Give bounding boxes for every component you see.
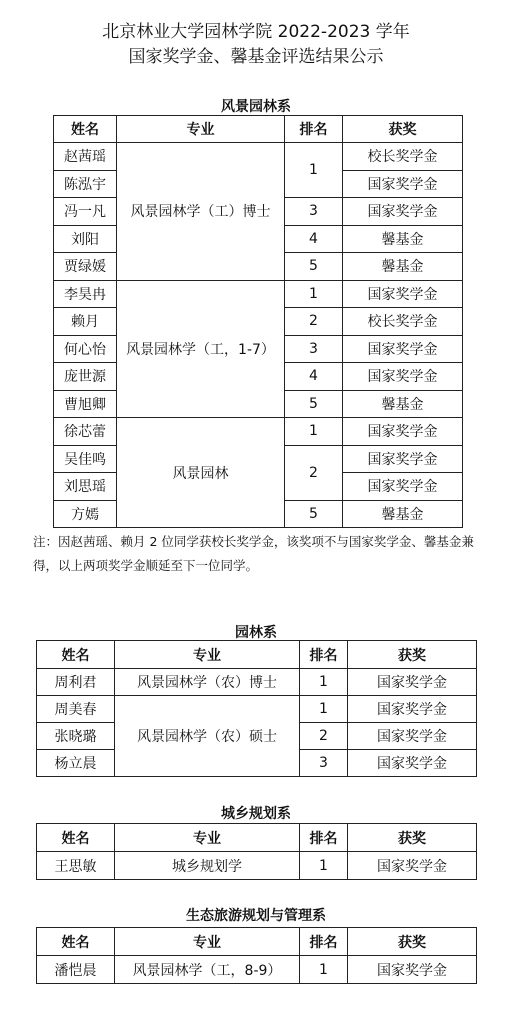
cell-award: 国家奖学金 <box>343 363 463 391</box>
cell-rank: 5 <box>285 390 343 418</box>
cell-name: 刘思瑶 <box>54 473 117 501</box>
cell-rank: 3 <box>285 335 343 363</box>
cell-rank: 1 <box>300 956 348 984</box>
cell-award: 校长奖学金 <box>343 308 463 336</box>
cell-award: 国家奖学金 <box>343 418 463 446</box>
dept4-title: 生态旅游规划与管理系 <box>186 908 326 924</box>
header-rank: 排名 <box>285 116 343 143</box>
cell-name: 赵茜瑶 <box>54 143 117 171</box>
cell-major: 城乡规划学 <box>115 852 300 880</box>
cell-major: 风景园林学（农）硕士 <box>115 696 300 777</box>
cell-name: 李昊冉 <box>54 280 117 308</box>
dept4-table <box>36 927 477 984</box>
cell-award: 馨基金 <box>343 500 463 528</box>
cell-award: 馨基金 <box>343 390 463 418</box>
cell-rank: 2 <box>300 723 348 750</box>
header-award: 获奖 <box>343 116 463 143</box>
dept1-table <box>53 115 463 528</box>
cell-rank: 1 <box>285 418 343 446</box>
cell-award: 国家奖学金 <box>343 473 463 501</box>
table-header-row <box>37 641 477 669</box>
cell-rank: 5 <box>285 253 343 281</box>
cell-award: 国家奖学金 <box>343 335 463 363</box>
cell-name: 徐芯蕾 <box>54 418 117 446</box>
cell-major: 风景园林 <box>117 418 285 528</box>
dept1-title: 风景园林系 <box>221 99 291 115</box>
table-row <box>37 956 477 984</box>
cell-rank: 2 <box>285 308 343 336</box>
cell-name: 周利君 <box>37 669 115 696</box>
header-rank: 排名 <box>300 824 348 852</box>
page-title-line1: 北京林业大学园林学院 2022-2023 学年 <box>102 22 410 42</box>
cell-major: 风景园林学（工）博士 <box>117 143 285 281</box>
cell-rank: 1 <box>300 852 348 880</box>
cell-name: 陈泓宇 <box>54 170 117 198</box>
table-row <box>54 418 463 446</box>
cell-name: 曹旭卿 <box>54 390 117 418</box>
table-header-row <box>37 928 477 956</box>
header-award: 获奖 <box>348 824 477 852</box>
header-rank: 排名 <box>300 641 348 669</box>
header-name: 姓名 <box>37 641 115 669</box>
header-major: 专业 <box>115 928 300 956</box>
cell-name: 刘阳 <box>54 225 117 253</box>
cell-award: 国家奖学金 <box>348 852 477 880</box>
cell-award: 国家奖学金 <box>348 696 477 723</box>
dept2-title: 园林系 <box>235 625 277 641</box>
header-award: 获奖 <box>348 641 477 669</box>
footnote: 注：因赵茜瑶、赖月 2 位同学获校长奖学金，该奖项不与国家奖学金、馨基金兼得，以上两项奖学金顺延至下一位同学。 <box>33 534 474 573</box>
cell-name: 王思敏 <box>37 852 115 880</box>
cell-award: 国家奖学金 <box>343 198 463 226</box>
cell-award: 国家奖学金 <box>348 956 477 984</box>
cell-name: 冯一凡 <box>54 198 117 226</box>
cell-rank: 5 <box>285 500 343 528</box>
cell-award: 国家奖学金 <box>348 750 477 777</box>
cell-award: 国家奖学金 <box>343 280 463 308</box>
cell-major: 风景园林学（工，8-9） <box>115 956 300 984</box>
header-name: 姓名 <box>54 116 117 143</box>
cell-name: 潘恺晨 <box>37 956 115 984</box>
table-header-row <box>37 824 477 852</box>
cell-rank: 1 <box>300 696 348 723</box>
dept3-title: 城乡规划系 <box>221 806 291 822</box>
cell-name: 贾绿媛 <box>54 253 117 281</box>
cell-major: 风景园林学（农）博士 <box>115 669 300 696</box>
cell-award: 国家奖学金 <box>348 723 477 750</box>
cell-name: 何心怡 <box>54 335 117 363</box>
table-row <box>37 852 477 880</box>
cell-name: 庞世源 <box>54 363 117 391</box>
header-name: 姓名 <box>37 824 115 852</box>
header-major: 专业 <box>115 641 300 669</box>
cell-name: 吴佳鸣 <box>54 445 117 473</box>
header-major: 专业 <box>115 824 300 852</box>
cell-rank: 1 <box>300 669 348 696</box>
cell-major: 风景园林学（工，1-7） <box>117 280 285 418</box>
table-row <box>37 696 477 723</box>
cell-award: 国家奖学金 <box>343 170 463 198</box>
cell-rank: 4 <box>285 225 343 253</box>
cell-name: 杨立晨 <box>37 750 115 777</box>
table-header-row <box>54 116 463 143</box>
header-name: 姓名 <box>37 928 115 956</box>
cell-rank: 4 <box>285 363 343 391</box>
cell-rank: 2 <box>285 445 343 500</box>
cell-rank: 1 <box>285 280 343 308</box>
cell-rank: 3 <box>300 750 348 777</box>
header-award: 获奖 <box>348 928 477 956</box>
header-major: 专业 <box>117 116 285 143</box>
cell-name: 张晓璐 <box>37 723 115 750</box>
dept2-table <box>36 640 477 777</box>
cell-award: 国家奖学金 <box>343 445 463 473</box>
table-row <box>37 669 477 696</box>
dept3-table <box>36 823 477 880</box>
cell-rank: 1 <box>285 143 343 198</box>
cell-award: 国家奖学金 <box>348 669 477 696</box>
cell-award: 校长奖学金 <box>343 143 463 171</box>
table-row <box>54 280 463 308</box>
cell-award: 馨基金 <box>343 253 463 281</box>
table-row <box>54 143 463 171</box>
cell-name: 赖月 <box>54 308 117 336</box>
cell-name: 周美春 <box>37 696 115 723</box>
header-rank: 排名 <box>300 928 348 956</box>
cell-award: 馨基金 <box>343 225 463 253</box>
page-title-line2: 国家奖学金、馨基金评选结果公示 <box>128 47 384 67</box>
cell-rank: 3 <box>285 198 343 226</box>
cell-name: 方嫣 <box>54 500 117 528</box>
